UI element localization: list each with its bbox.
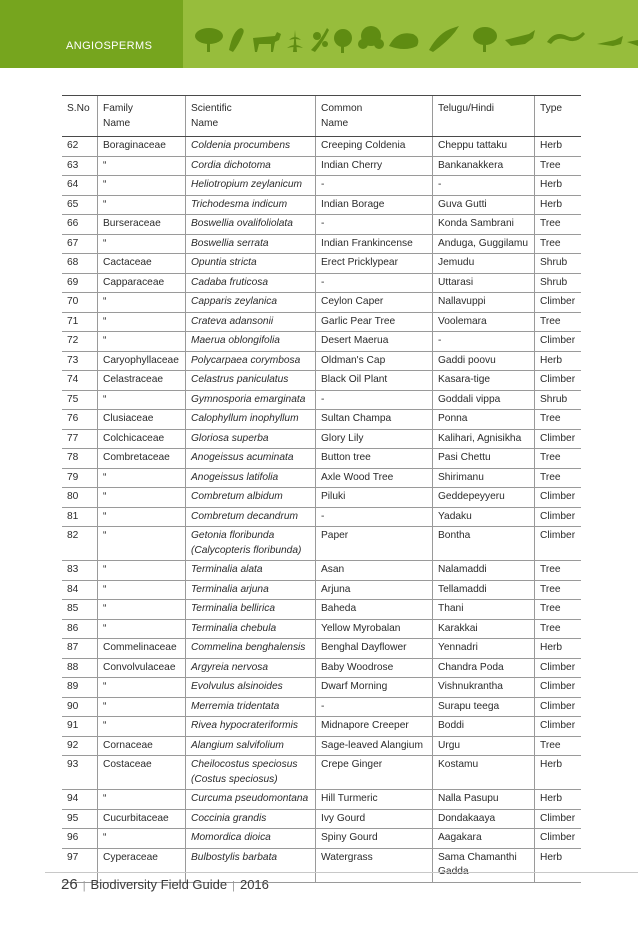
- turtle-icon: [389, 33, 418, 49]
- cell-sno: 79: [62, 468, 98, 488]
- table-row: [62, 293, 581, 313]
- cell-telugu-hindi: Konda Sambrani: [433, 215, 535, 235]
- cell-telugu-hindi: Sama Chamanthi: [433, 848, 535, 882]
- cell-telugu-hindi: Urgu: [433, 736, 535, 756]
- cell-sno: 66: [62, 215, 98, 235]
- cell-sno: 68: [62, 254, 98, 274]
- cell-telugu-hindi: Nalla Pasupu: [433, 790, 535, 810]
- cell-common-name: Desert Maerua: [316, 332, 433, 352]
- cell-common-name: Sage-leaved Alangium: [316, 736, 433, 756]
- cell-telugu-hindi: Vishnukrantha: [433, 678, 535, 698]
- cell-common-name: -: [316, 390, 433, 410]
- cell-scientific-name: Rivea hypocrateriformis: [186, 717, 316, 737]
- cell-scientific-name: Bulbostylis barbata: [186, 848, 316, 882]
- footer-separator: |: [232, 880, 235, 892]
- bird-icon: [429, 26, 459, 52]
- cell-scientific-name: Celastrus paniculatus: [186, 371, 316, 391]
- cell-telugu-hindi: Nallavuppi: [433, 293, 535, 313]
- cell-family: Cyperaceae: [98, 848, 186, 882]
- cell-type: Tree: [535, 156, 582, 176]
- cell-family: “: [98, 527, 186, 561]
- footer-divider: [45, 872, 638, 873]
- cell-type: Climber: [535, 332, 582, 352]
- cell-sno: 96: [62, 829, 98, 849]
- tree-icon: [473, 27, 497, 52]
- cell-common-name: Ceylon Caper: [316, 293, 433, 313]
- cell-telugu-hindi: Uttarasi: [433, 273, 535, 293]
- cell-type: Shrub: [535, 254, 582, 274]
- cell-scientific-name: Commelina benghalensis: [186, 639, 316, 659]
- table-row: [62, 561, 581, 581]
- cell-family: “: [98, 507, 186, 527]
- table-row: [62, 137, 581, 157]
- table-body: [62, 137, 581, 883]
- cell-telugu-hindi: Guva Gutti: [433, 195, 535, 215]
- table-row: [62, 351, 581, 371]
- table-row: [62, 697, 581, 717]
- table-row: [62, 410, 581, 430]
- cell-telugu-hindi: Jemudu: [433, 254, 535, 274]
- footer-separator: |: [82, 880, 86, 892]
- cell-family: “: [98, 293, 186, 313]
- cell-family: Celastraceae: [98, 371, 186, 391]
- cell-common-name: Baby Woodrose: [316, 658, 433, 678]
- table-row: [62, 829, 581, 849]
- cell-scientific-name: Gloriosa superba: [186, 429, 316, 449]
- cell-scientific-name: Boswellia serrata: [186, 234, 316, 254]
- header-scientific: Scientific Name: [186, 96, 316, 137]
- cell-type: Tree: [535, 468, 582, 488]
- cell-family: “: [98, 234, 186, 254]
- cell-telugu-hindi: Aagakara: [433, 829, 535, 849]
- cell-common-name: -: [316, 273, 433, 293]
- cell-sno: 89: [62, 678, 98, 698]
- cell-scientific-name: Cordia dichotoma: [186, 156, 316, 176]
- cell-family: Caryophyllaceae: [98, 351, 186, 371]
- cell-type: Climber: [535, 809, 582, 829]
- cell-scientific-name: Momordica dioica: [186, 829, 316, 849]
- cell-common-name: Watergrass: [316, 848, 433, 882]
- cell-type: Herb: [535, 639, 582, 659]
- header-banner: [0, 0, 638, 68]
- cell-family: “: [98, 390, 186, 410]
- page-number: 26: [61, 876, 78, 893]
- section-tab: [0, 0, 183, 68]
- cell-type: Herb: [535, 351, 582, 371]
- tree-icon: [195, 28, 223, 52]
- cell-family: Capparaceae: [98, 273, 186, 293]
- cell-sno: 80: [62, 488, 98, 508]
- cell-telugu-hindi: Tellamaddi: [433, 580, 535, 600]
- cell-type: Herb: [535, 790, 582, 810]
- cell-common-name: Arjuna: [316, 580, 433, 600]
- cell-scientific-name: Combretum decandrum: [186, 507, 316, 527]
- cell-sno: 71: [62, 312, 98, 332]
- cell-sno: 92: [62, 736, 98, 756]
- table-row: [62, 390, 581, 410]
- table-row: [62, 527, 581, 561]
- cell-telugu-hindi: Yadaku: [433, 507, 535, 527]
- cell-common-name: Baheda: [316, 600, 433, 620]
- cell-type: Climber: [535, 371, 582, 391]
- cell-type: Herb: [535, 848, 582, 882]
- cell-telugu-hindi: Chandra Poda: [433, 658, 535, 678]
- cell-sno: 62: [62, 137, 98, 157]
- cell-family: “: [98, 176, 186, 196]
- table-row: [62, 619, 581, 639]
- cell-telugu-hindi: Kostamu: [433, 756, 535, 790]
- header-family: Family Name: [98, 96, 186, 137]
- cell-family: Combretaceae: [98, 449, 186, 469]
- cell-sno: 69: [62, 273, 98, 293]
- plant-icon: [287, 30, 303, 52]
- cell-family: Clusiaceae: [98, 410, 186, 430]
- cell-scientific-name: Capparis zeylanica: [186, 293, 316, 313]
- table-row: [62, 449, 581, 469]
- cell-telugu-hindi: Shirimanu: [433, 468, 535, 488]
- cell-family: “: [98, 678, 186, 698]
- header-common: Common Name: [316, 96, 433, 137]
- table-row: [62, 580, 581, 600]
- cell-common-name: -: [316, 215, 433, 235]
- cell-type: Tree: [535, 234, 582, 254]
- cell-type: Herb: [535, 756, 582, 790]
- cell-type: Tree: [535, 580, 582, 600]
- cell-type: Climber: [535, 527, 582, 561]
- cell-scientific-name: Gymnosporia emarginata: [186, 390, 316, 410]
- cell-sno: 64: [62, 176, 98, 196]
- cell-telugu-hindi: Kasara-tige: [433, 371, 535, 391]
- cell-sno: 74: [62, 371, 98, 391]
- cell-family: Cornaceae: [98, 736, 186, 756]
- cell-sno: 65: [62, 195, 98, 215]
- cell-scientific-name: Cheilocostus speciosus (Costus speciosus): [186, 756, 316, 790]
- cell-telugu-hindi: Geddepeyyeru: [433, 488, 535, 508]
- table-row: [62, 717, 581, 737]
- cell-sno: 88: [62, 658, 98, 678]
- cell-telugu-hindi: Kalihari, Agnisikha: [433, 429, 535, 449]
- bird-icon: [229, 28, 244, 52]
- cell-common-name: Midnapore Creeper: [316, 717, 433, 737]
- table-row: [62, 254, 581, 274]
- cell-type: Climber: [535, 507, 582, 527]
- cell-sno: 81: [62, 507, 98, 527]
- cell-telugu-hindi: Boddi: [433, 717, 535, 737]
- cell-scientific-name: Opuntia stricta: [186, 254, 316, 274]
- cell-telugu-hindi: Ponna: [433, 410, 535, 430]
- table-row: [62, 312, 581, 332]
- cell-scientific-name: Boswellia ovalifoliolata: [186, 215, 316, 235]
- cell-sno: 91: [62, 717, 98, 737]
- cell-type: Tree: [535, 736, 582, 756]
- table-header-row: [62, 96, 581, 137]
- cell-common-name: -: [316, 176, 433, 196]
- cell-scientific-name: Alangium salvifolium: [186, 736, 316, 756]
- cell-family: “: [98, 829, 186, 849]
- cell-scientific-name: Terminalia alata: [186, 561, 316, 581]
- cell-common-name: -: [316, 507, 433, 527]
- cell-telugu-hindi: Bankanakkera: [433, 156, 535, 176]
- cell-common-name: Piluki: [316, 488, 433, 508]
- cell-family: Burseraceae: [98, 215, 186, 235]
- header-sno: S.No: [62, 96, 98, 137]
- cell-scientific-name: Polycarpaea corymbosa: [186, 351, 316, 371]
- cell-sno: 95: [62, 809, 98, 829]
- cell-telugu-hindi: -: [433, 332, 535, 352]
- flower-icon: [358, 26, 384, 49]
- cell-common-name: Erect Pricklypear: [316, 254, 433, 274]
- cell-telugu-hindi: Nalamaddi: [433, 561, 535, 581]
- cell-sno: 70: [62, 293, 98, 313]
- cell-family: “: [98, 561, 186, 581]
- cell-type: Tree: [535, 215, 582, 235]
- cell-scientific-name: Terminalia chebula: [186, 619, 316, 639]
- cell-family: “: [98, 790, 186, 810]
- cell-telugu-hindi: Surapu teega: [433, 697, 535, 717]
- cell-sno: 86: [62, 619, 98, 639]
- cell-type: Tree: [535, 410, 582, 430]
- cell-telugu-hindi: Goddali vippa: [433, 390, 535, 410]
- cell-scientific-name: Coccinia grandis: [186, 809, 316, 829]
- table-row: [62, 756, 581, 790]
- cell-telugu-hindi: Dondakaaya: [433, 809, 535, 829]
- fern-icon: [311, 28, 329, 52]
- table-row: [62, 468, 581, 488]
- cell-type: Tree: [535, 619, 582, 639]
- table-row: [62, 332, 581, 352]
- cell-common-name: Black Oil Plant: [316, 371, 433, 391]
- cell-common-name: Dwarf Morning: [316, 678, 433, 698]
- cell-telugu-hindi: Cheppu tattaku: [433, 137, 535, 157]
- cell-sno: 73: [62, 351, 98, 371]
- cell-scientific-name: Crateva adansonii: [186, 312, 316, 332]
- cell-scientific-name: Terminalia bellirica: [186, 600, 316, 620]
- page-footer: [61, 876, 269, 893]
- cell-sno: 84: [62, 580, 98, 600]
- cell-telugu-hindi: Gaddi poovu: [433, 351, 535, 371]
- cell-type: Shrub: [535, 390, 582, 410]
- cell-scientific-name: Trichodesma indicum: [186, 195, 316, 215]
- cell-telugu-hindi: Bontha: [433, 527, 535, 561]
- cell-common-name: Glory Lily: [316, 429, 433, 449]
- cell-common-name: Garlic Pear Tree: [316, 312, 433, 332]
- table-row: [62, 600, 581, 620]
- cell-common-name: Ivy Gourd: [316, 809, 433, 829]
- cell-scientific-name: Maerua oblongifolia: [186, 332, 316, 352]
- cell-common-name: -: [316, 697, 433, 717]
- cell-type: Tree: [535, 561, 582, 581]
- cell-common-name: Indian Cherry: [316, 156, 433, 176]
- cell-telugu-hindi: Thani: [433, 600, 535, 620]
- cell-scientific-name: Anogeissus acuminata: [186, 449, 316, 469]
- cell-family: “: [98, 468, 186, 488]
- cell-telugu-hindi: Anduga, Guggilamu: [433, 234, 535, 254]
- cell-sno: 94: [62, 790, 98, 810]
- cell-type: Herb: [535, 176, 582, 196]
- cell-type: Climber: [535, 429, 582, 449]
- cell-type: Shrub: [535, 273, 582, 293]
- cell-family: “: [98, 195, 186, 215]
- table-row: [62, 371, 581, 391]
- table-row: [62, 273, 581, 293]
- fish-icon: [597, 36, 638, 46]
- cell-sno: 83: [62, 561, 98, 581]
- cell-scientific-name: Heliotropium zeylanicum: [186, 176, 316, 196]
- header-type: Type: [535, 96, 582, 137]
- snake-icon: [547, 32, 585, 44]
- table-row: [62, 507, 581, 527]
- cell-scientific-name: Evolvulus alsinoides: [186, 678, 316, 698]
- publication-year: 2016: [239, 877, 269, 892]
- table-row: [62, 736, 581, 756]
- species-table: [62, 95, 581, 883]
- cell-family: “: [98, 156, 186, 176]
- cell-family: “: [98, 697, 186, 717]
- cell-common-name: Spiny Gourd: [316, 829, 433, 849]
- cell-sno: 72: [62, 332, 98, 352]
- cell-family: Boraginaceae: [98, 137, 186, 157]
- cell-type: Tree: [535, 312, 582, 332]
- table-row: [62, 215, 581, 235]
- cell-telugu-hindi: Voolemara: [433, 312, 535, 332]
- cell-common-name: Creeping Coldenia: [316, 137, 433, 157]
- cell-sno: 97: [62, 848, 98, 882]
- cell-family: “: [98, 619, 186, 639]
- cell-sno: 90: [62, 697, 98, 717]
- table-row: [62, 176, 581, 196]
- cell-type: Climber: [535, 488, 582, 508]
- cell-sno: 78: [62, 449, 98, 469]
- cell-common-name: Oldman's Cap: [316, 351, 433, 371]
- frog-icon: [334, 29, 352, 53]
- cell-family: Colchicaceae: [98, 429, 186, 449]
- cell-type: Tree: [535, 600, 582, 620]
- cell-common-name: Button tree: [316, 449, 433, 469]
- cell-common-name: Indian Borage: [316, 195, 433, 215]
- deer-icon: [253, 32, 281, 52]
- cell-family: “: [98, 717, 186, 737]
- table-row: [62, 658, 581, 678]
- cell-scientific-name: Calophyllum inophyllum: [186, 410, 316, 430]
- table-row: [62, 234, 581, 254]
- cell-scientific-name: Curcuma pseudomontana: [186, 790, 316, 810]
- cell-telugu-hindi: -: [433, 176, 535, 196]
- table-row: [62, 156, 581, 176]
- cell-type: Climber: [535, 717, 582, 737]
- cell-scientific-name: Argyreia nervosa: [186, 658, 316, 678]
- cell-sno: 93: [62, 756, 98, 790]
- cell-family: Convolvulaceae: [98, 658, 186, 678]
- cell-scientific-name: Terminalia arjuna: [186, 580, 316, 600]
- cell-type: Climber: [535, 829, 582, 849]
- table-row: [62, 809, 581, 829]
- cell-common-name: Crepe Ginger: [316, 756, 433, 790]
- cell-sno: 75: [62, 390, 98, 410]
- cell-telugu-hindi: Karakkai: [433, 619, 535, 639]
- cell-type: Climber: [535, 678, 582, 698]
- book-title: Biodiversity Field Guide: [90, 877, 228, 892]
- cell-common-name: Yellow Myrobalan: [316, 619, 433, 639]
- cell-scientific-name: Coldenia procumbens: [186, 137, 316, 157]
- section-title: ANGIOSPERMS: [66, 40, 153, 52]
- table-row: [62, 790, 581, 810]
- cell-common-name: Hill Turmeric: [316, 790, 433, 810]
- cell-family: Costaceae: [98, 756, 186, 790]
- cell-type: Climber: [535, 658, 582, 678]
- cell-sno: 82: [62, 527, 98, 561]
- header-telugu-hindi: Telugu/Hindi: [433, 96, 535, 137]
- cell-sno: 63: [62, 156, 98, 176]
- cell-telugu-hindi: Yennadri: [433, 639, 535, 659]
- cell-scientific-name: Cadaba fruticosa: [186, 273, 316, 293]
- cell-common-name: Sultan Champa: [316, 410, 433, 430]
- cell-type: Climber: [535, 293, 582, 313]
- wildlife-silhouette-strip: [183, 0, 638, 68]
- cell-common-name: Asan: [316, 561, 433, 581]
- cell-sno: 76: [62, 410, 98, 430]
- table-row: [62, 678, 581, 698]
- cell-family: Cucurbitaceae: [98, 809, 186, 829]
- cell-sno: 87: [62, 639, 98, 659]
- cell-sno: 67: [62, 234, 98, 254]
- cell-family: “: [98, 580, 186, 600]
- cell-type: Herb: [535, 137, 582, 157]
- cell-family: “: [98, 600, 186, 620]
- cell-scientific-name: Getonia floribunda (Calycopteris floribunda): [186, 527, 316, 561]
- cell-sno: 77: [62, 429, 98, 449]
- table-row: [62, 488, 581, 508]
- cell-common-name: Benghal Dayflower: [316, 639, 433, 659]
- table-row: [62, 639, 581, 659]
- table-row: [62, 195, 581, 215]
- cell-family: “: [98, 488, 186, 508]
- fish-icon: [505, 30, 535, 46]
- cell-telugu-hindi: Pasi Chettu: [433, 449, 535, 469]
- silhouettes-graphic: [183, 0, 638, 68]
- cell-type: Climber: [535, 697, 582, 717]
- cell-family: “: [98, 312, 186, 332]
- cell-common-name: Axle Wood Tree: [316, 468, 433, 488]
- table-row: [62, 429, 581, 449]
- cell-common-name: Paper: [316, 527, 433, 561]
- cell-scientific-name: Anogeissus latifolia: [186, 468, 316, 488]
- cell-type: Tree: [535, 449, 582, 469]
- cell-family: Commelinaceae: [98, 639, 186, 659]
- cell-family: “: [98, 332, 186, 352]
- cell-common-name: Indian Frankincense: [316, 234, 433, 254]
- cell-family: Cactaceae: [98, 254, 186, 274]
- cell-scientific-name: Merremia tridentata: [186, 697, 316, 717]
- cell-type: Herb: [535, 195, 582, 215]
- cell-scientific-name: Combretum albidum: [186, 488, 316, 508]
- cell-sno: 85: [62, 600, 98, 620]
